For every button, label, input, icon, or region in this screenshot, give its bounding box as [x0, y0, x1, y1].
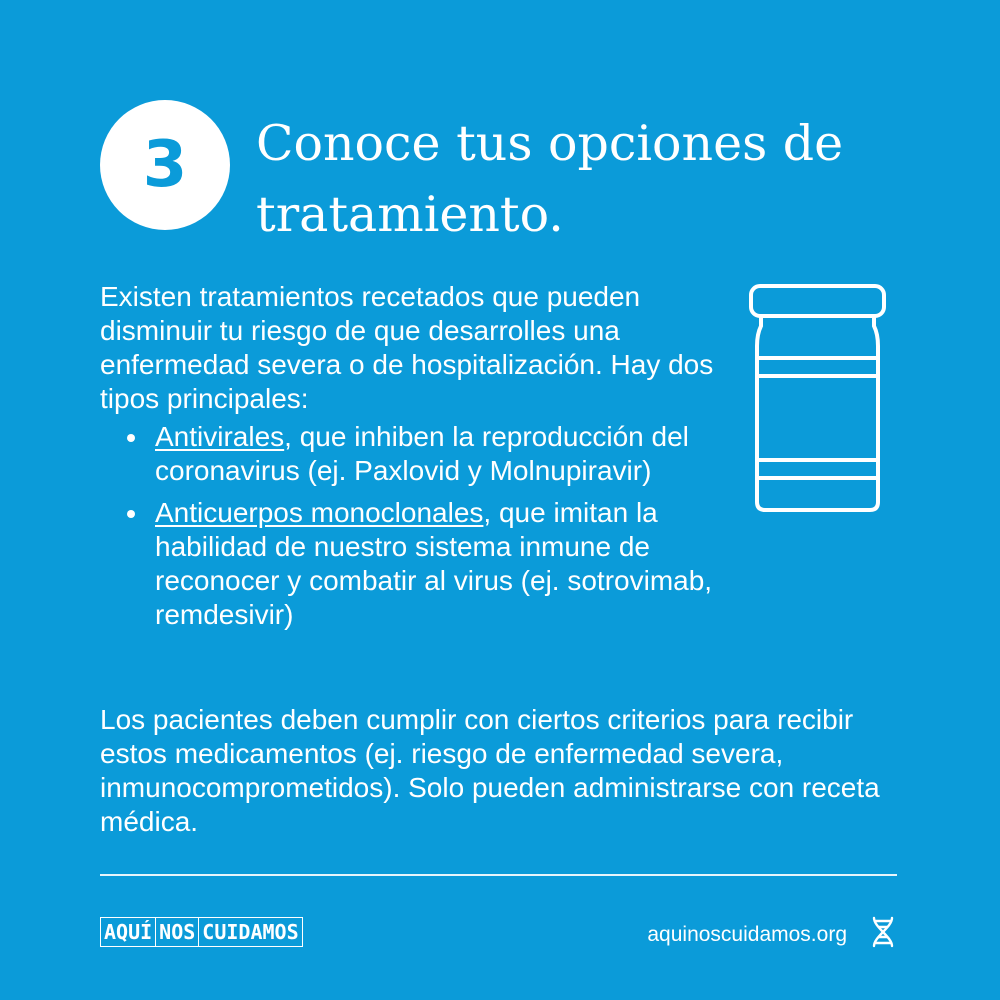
brand-word-1: AQUÍ — [100, 917, 156, 947]
list-item-text: , que imitan la habilidad de nuestro sistema inmune de reconocer y combatir al virus (ej. sotrovimab, remdesivir) — [155, 497, 713, 630]
title-line-2: tratamiento. — [256, 186, 564, 243]
intro-text: Existen tratamientos recetados que pueden disminuir tu riesgo de que desarrolles una enfermedad severa o de hospitalización. Hay dos tipos principales: — [100, 281, 714, 414]
list-item-text: , que inhiben la reproducción del coronavirus (ej. Paxlovid y Molnupiravir) — [155, 421, 689, 486]
title-line-1: Conoce tus opciones de — [256, 115, 844, 172]
term-link-monoclonal-antibodies[interactable]: Anticuerpos monoclonales — [155, 497, 484, 528]
brand-word-3: CUIDAMOS — [199, 917, 302, 947]
eligibility-text: Los pacientes deben cumplir con ciertos criterios para recibir estos medicamentos (ej. riesgo de enfermedad severa, inmunocomprometidos). Solo pueden administrarse con receta médica. — [100, 704, 880, 837]
step-number-badge — [100, 100, 230, 230]
term-link-antivirals[interactable]: Antivirales — [155, 421, 285, 452]
divider — [100, 874, 897, 876]
bullet-dot — [127, 510, 135, 518]
step-number: 3 — [142, 128, 188, 202]
brand-logo — [100, 917, 303, 947]
pill-bottle-icon — [745, 280, 890, 515]
list-item — [100, 496, 720, 632]
page-title — [256, 108, 956, 250]
list-item — [100, 420, 720, 488]
bullet-dot — [127, 434, 135, 442]
brand-word-2: NOS — [156, 917, 199, 947]
website-link[interactable]: aquinoscuidamos.org — [647, 923, 847, 946]
dna-icon — [868, 915, 898, 949]
treatment-list — [100, 420, 720, 640]
